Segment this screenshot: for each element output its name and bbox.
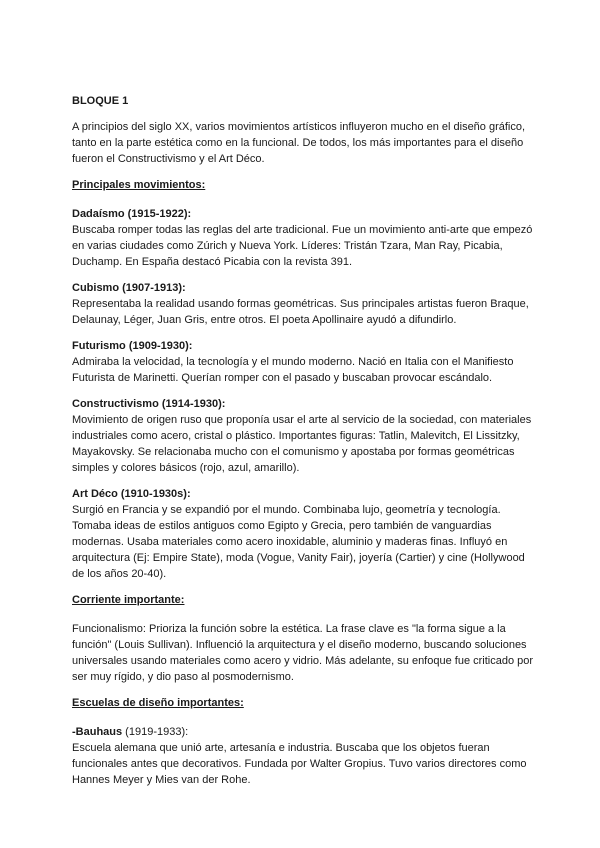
movement-title: Dadaísmo (1915-1922): [72, 208, 192, 220]
movement-constructivismo [72, 396, 540, 476]
movement-text: Admiraba la velocidad, la tecnología y el mundo moderno. Nació en Italia con el Manifiesto Futurista de Marinetti. Querían romper con el pasado y buscaban provocar escándalo. [72, 356, 514, 384]
school-name: -Bauhaus [72, 726, 123, 738]
movement-text: Movimiento de origen ruso que proponía usar el arte al servicio de la sociedad, con materiales industriales como acero, cristal o plástico. Importantes figuras: Tatlin, Malevitch, El Lissitzky, Mayakovsky. Se relacionaba mucho con el comunismo y apostaba por formas geométricas simples y colores básicos (rojo, azul, amarillo). [72, 414, 532, 474]
school-text: Escuela alemana que unió arte, artesanía e industria. Buscaba que los objetos fueran funcionales antes que decorativos. Fundada por Walter Gropius. Tuvo varios directores como Hannes Meyer y Mies van der Rohe. [72, 742, 527, 786]
school-years: (1919-1933): [122, 726, 189, 738]
movement-text: Representaba la realidad usando formas geométricas. Sus principales artistas fueron Braque, Delaunay, Léger, Juan Gris, entre otros. El poeta Apollinaire ayudó a difundirlo. [72, 298, 529, 326]
movements-heading: Principales movimientos: [72, 179, 206, 191]
movement-cubismo [72, 280, 540, 328]
intro-paragraph: A principios del siglo XX, varios movimientos artísticos influyeron mucho en el diseño gráfico, tanto en la parte estética como en la funcional. De todos, los más importantes para el diseño fueron el Constructivismo y el Art Déco. [72, 121, 526, 165]
school-bauhaus [72, 724, 540, 788]
school-header [72, 724, 540, 740]
document-title: BLOQUE 1 [72, 95, 129, 107]
movement-futurismo [72, 338, 540, 386]
movement-title: Cubismo (1907-1913): [72, 282, 186, 294]
movement-title: Art Déco (1910-1930s): [72, 488, 191, 500]
movement-text: Buscaba romper todas las reglas del arte tradicional. Fue un movimiento anti-arte que empezó en varias ciudades como Zúrich y Nueva York. Líderes: Tristán Tzara, Man Ray, Picabia, Duchamp. En España destacó Picabia con la revista 391. [72, 224, 533, 268]
movement-title: Futurismo (1909-1930): [72, 340, 193, 352]
schools-heading: Escuelas de diseño importantes: [72, 697, 244, 709]
movement-text: Surgió en Francia y se expandió por el mundo. Combinaba lujo, geometría y tecnología. Tomaba ideas de estilos antiguos como Egipto y Grecia, pero también de vanguardias modernas. Usaba materiales como acero inoxidable, aluminio y maderas finas. Influyó en arquitectura (Ej: Empire State), moda (Vogue, Vanity Fair), joyería (Cartier) y cine (Hollywood de los años 20-40). [72, 504, 525, 580]
movement-title: Constructivismo (1914-1930): [72, 398, 226, 410]
current-heading: Corriente importante: [72, 594, 185, 606]
movement-dadaismo [72, 206, 540, 270]
movement-art-deco [72, 486, 540, 582]
current-paragraph: Funcionalismo: Prioriza la función sobre la estética. La frase clave es "la forma sigue a la función" (Louis Sullivan). Influenció la arquitectura y el diseño moderno, buscando soluciones universales usando materiales como acero y vidrio. Más adelante, su enfoque fue criticado por ser muy rígido, y dio paso al posmodernismo. [72, 623, 534, 683]
